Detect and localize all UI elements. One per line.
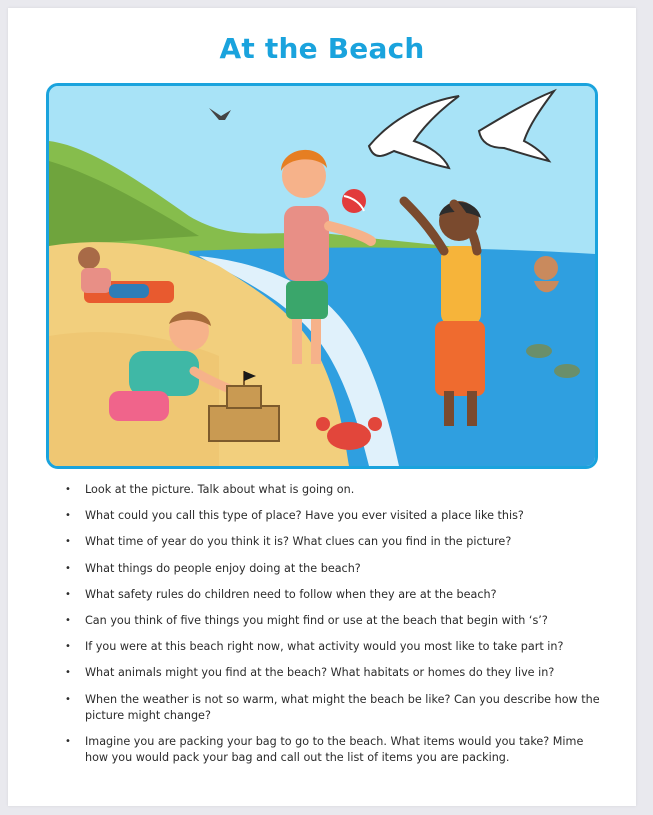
bullet-icon: • — [65, 510, 71, 522]
bullet-icon: • — [65, 693, 71, 705]
bullet-icon: • — [65, 735, 71, 747]
bullet-icon: • — [65, 536, 71, 548]
bullet-icon: • — [65, 588, 71, 600]
bullet-icon: • — [65, 667, 71, 679]
worksheet-page — [8, 8, 636, 806]
question-text: Can you think of five things you might find or use at the beach that begin with ‘s’? — [85, 613, 548, 627]
swimmer-character — [534, 256, 559, 292]
question-text: Look at the picture. Talk about what is going on. — [85, 483, 355, 496]
list-item — [63, 508, 608, 524]
bullet-icon: • — [65, 614, 71, 626]
question-text: When the weather is not so warm, what might the beach be like? Can you describe how the picture might change? — [85, 692, 600, 722]
list-item — [63, 734, 608, 766]
question-text: What could you call this type of place? Have you ever visited a place like this? — [85, 509, 524, 523]
question-text: What things do people enjoy doing at the beach? — [85, 561, 361, 575]
question-text: If you were at this beach right now, what activity would you most like to take part in? — [85, 640, 564, 654]
list-item — [63, 613, 608, 629]
discussion-questions — [63, 482, 608, 776]
list-item — [63, 534, 608, 550]
question-text: Imagine you are packing your bag to go to the beach. What items would you take? Mime how you would pack your bag and call out the list of items you are packing. — [85, 734, 584, 764]
list-item — [63, 587, 608, 603]
seal-icon — [554, 364, 580, 378]
question-text: What time of year do you think it is? What clues can you find in the picture? — [85, 535, 512, 549]
list-item — [63, 482, 608, 498]
list-item — [63, 665, 608, 681]
question-text: What safety rules do children need to follow when they are at the beach? — [85, 587, 497, 601]
bullet-icon: • — [65, 641, 71, 653]
question-text: What animals might you find at the beach? What habitats or homes do they live in? — [85, 666, 555, 680]
seal-icon — [526, 344, 552, 358]
page-title: At the Beach — [219, 32, 425, 65]
list-item — [63, 639, 608, 655]
list-item — [63, 561, 608, 577]
list-item — [63, 692, 608, 724]
bullet-icon: • — [65, 562, 71, 574]
bullet-icon: • — [65, 484, 71, 495]
beach-illustration — [46, 83, 598, 469]
